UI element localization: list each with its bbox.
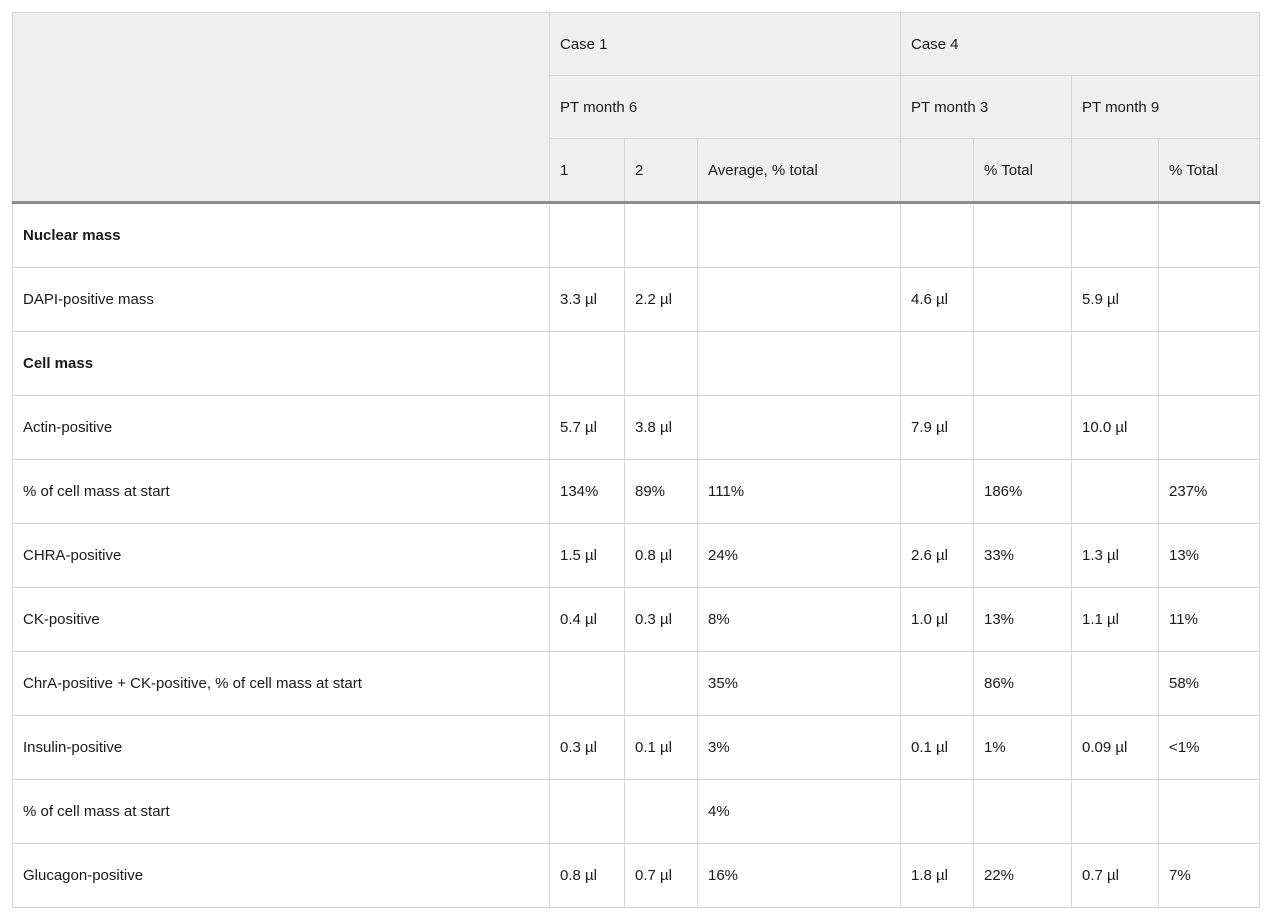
table-row bbox=[13, 716, 1260, 780]
row-cell: 3.8 µl bbox=[625, 396, 698, 460]
row-cell: 13% bbox=[974, 588, 1072, 652]
row-cell: 35% bbox=[698, 652, 901, 716]
row-cell bbox=[698, 203, 901, 268]
row-cell bbox=[1072, 203, 1159, 268]
row-cell: 0.4 µl bbox=[550, 588, 625, 652]
row-cell: 0.1 µl bbox=[625, 716, 698, 780]
table-row bbox=[13, 396, 1260, 460]
row-cell bbox=[1159, 396, 1260, 460]
row-cell: 33% bbox=[974, 524, 1072, 588]
table-row bbox=[13, 460, 1260, 524]
row-cell: 1.0 µl bbox=[901, 588, 974, 652]
row-cell: 1.8 µl bbox=[901, 844, 974, 908]
header-col-1: 1 bbox=[550, 139, 625, 203]
row-cell bbox=[974, 268, 1072, 332]
row-cell bbox=[550, 332, 625, 396]
header-col-average-total: Average, % total bbox=[698, 139, 901, 203]
header-group-case1: Case 1 bbox=[550, 13, 901, 76]
header-timepoint-case1: PT month 6 bbox=[550, 76, 901, 139]
row-label: Actin-positive bbox=[13, 396, 550, 460]
row-cell bbox=[974, 396, 1072, 460]
row-cell: 10.0 µl bbox=[1072, 396, 1159, 460]
row-cell: 89% bbox=[625, 460, 698, 524]
row-cell bbox=[1072, 780, 1159, 844]
header-timepoint-case4-month9: PT month 9 bbox=[1072, 76, 1260, 139]
row-cell: 134% bbox=[550, 460, 625, 524]
row-label: Cell mass bbox=[13, 332, 550, 396]
row-cell: 86% bbox=[974, 652, 1072, 716]
row-cell bbox=[550, 652, 625, 716]
row-label: % of cell mass at start bbox=[13, 780, 550, 844]
row-label: Nuclear mass bbox=[13, 203, 550, 268]
header-timepoint-case4-month3: PT month 3 bbox=[901, 76, 1072, 139]
row-cell: 0.3 µl bbox=[625, 588, 698, 652]
row-label: % of cell mass at start bbox=[13, 460, 550, 524]
row-cell: 5.7 µl bbox=[550, 396, 625, 460]
row-cell: 24% bbox=[698, 524, 901, 588]
row-cell bbox=[901, 203, 974, 268]
row-label: Glucagon-positive bbox=[13, 844, 550, 908]
row-cell: 5.9 µl bbox=[1072, 268, 1159, 332]
row-cell: 0.3 µl bbox=[550, 716, 625, 780]
row-cell bbox=[550, 203, 625, 268]
row-cell: 111% bbox=[698, 460, 901, 524]
row-cell: 8% bbox=[698, 588, 901, 652]
row-cell bbox=[625, 652, 698, 716]
header-col-case4-m9-value bbox=[1072, 139, 1159, 203]
row-cell: 1.5 µl bbox=[550, 524, 625, 588]
table-row bbox=[13, 332, 1260, 396]
table-row bbox=[13, 844, 1260, 908]
row-cell: 7% bbox=[1159, 844, 1260, 908]
table-body bbox=[13, 203, 1260, 908]
row-cell: 237% bbox=[1159, 460, 1260, 524]
row-cell: 2.2 µl bbox=[625, 268, 698, 332]
row-cell bbox=[1159, 268, 1260, 332]
row-cell: 13% bbox=[1159, 524, 1260, 588]
row-cell: 16% bbox=[698, 844, 901, 908]
row-cell: 0.8 µl bbox=[550, 844, 625, 908]
row-cell bbox=[1159, 203, 1260, 268]
row-cell bbox=[1159, 332, 1260, 396]
header-col-case4-m3-total: % Total bbox=[974, 139, 1072, 203]
table-row bbox=[13, 268, 1260, 332]
row-cell bbox=[901, 460, 974, 524]
row-cell bbox=[625, 332, 698, 396]
header-corner-cell bbox=[13, 13, 550, 203]
row-cell: 58% bbox=[1159, 652, 1260, 716]
row-cell: 4.6 µl bbox=[901, 268, 974, 332]
header-col-case4-m3-value bbox=[901, 139, 974, 203]
row-cell: 2.6 µl bbox=[901, 524, 974, 588]
row-cell: 0.1 µl bbox=[901, 716, 974, 780]
table-header bbox=[13, 13, 1260, 203]
row-cell: 7.9 µl bbox=[901, 396, 974, 460]
row-cell bbox=[974, 203, 1072, 268]
table-row bbox=[13, 203, 1260, 268]
row-cell: 0.7 µl bbox=[1072, 844, 1159, 908]
row-cell bbox=[901, 332, 974, 396]
table-row bbox=[13, 524, 1260, 588]
row-cell bbox=[901, 652, 974, 716]
table-row bbox=[13, 652, 1260, 716]
row-cell bbox=[974, 780, 1072, 844]
row-cell: 4% bbox=[698, 780, 901, 844]
row-cell bbox=[625, 780, 698, 844]
row-cell: 3% bbox=[698, 716, 901, 780]
results-table bbox=[12, 12, 1260, 908]
row-cell bbox=[901, 780, 974, 844]
row-cell: 3.3 µl bbox=[550, 268, 625, 332]
table-row bbox=[13, 780, 1260, 844]
row-cell: 0.09 µl bbox=[1072, 716, 1159, 780]
row-cell: 0.8 µl bbox=[625, 524, 698, 588]
row-label: CK-positive bbox=[13, 588, 550, 652]
row-cell bbox=[698, 396, 901, 460]
table-row bbox=[13, 588, 1260, 652]
row-cell: 0.7 µl bbox=[625, 844, 698, 908]
header-row-groups bbox=[13, 13, 1260, 76]
row-cell: 11% bbox=[1159, 588, 1260, 652]
row-label: CHRA-positive bbox=[13, 524, 550, 588]
row-cell bbox=[974, 332, 1072, 396]
row-cell bbox=[1159, 780, 1260, 844]
row-cell: 22% bbox=[974, 844, 1072, 908]
row-cell: <1% bbox=[1159, 716, 1260, 780]
row-label: ChrA-positive + CK-positive, % of cell mass at start bbox=[13, 652, 550, 716]
row-label: Insulin-positive bbox=[13, 716, 550, 780]
row-label: DAPI-positive mass bbox=[13, 268, 550, 332]
row-cell bbox=[1072, 460, 1159, 524]
row-cell: 186% bbox=[974, 460, 1072, 524]
row-cell: 1.3 µl bbox=[1072, 524, 1159, 588]
row-cell bbox=[698, 332, 901, 396]
row-cell bbox=[698, 268, 901, 332]
row-cell bbox=[1072, 652, 1159, 716]
row-cell: 1.1 µl bbox=[1072, 588, 1159, 652]
header-col-2: 2 bbox=[625, 139, 698, 203]
row-cell: 1% bbox=[974, 716, 1072, 780]
row-cell bbox=[625, 203, 698, 268]
row-cell bbox=[550, 780, 625, 844]
row-cell bbox=[1072, 332, 1159, 396]
header-group-case4: Case 4 bbox=[901, 13, 1260, 76]
header-col-case4-m9-total: % Total bbox=[1159, 139, 1260, 203]
